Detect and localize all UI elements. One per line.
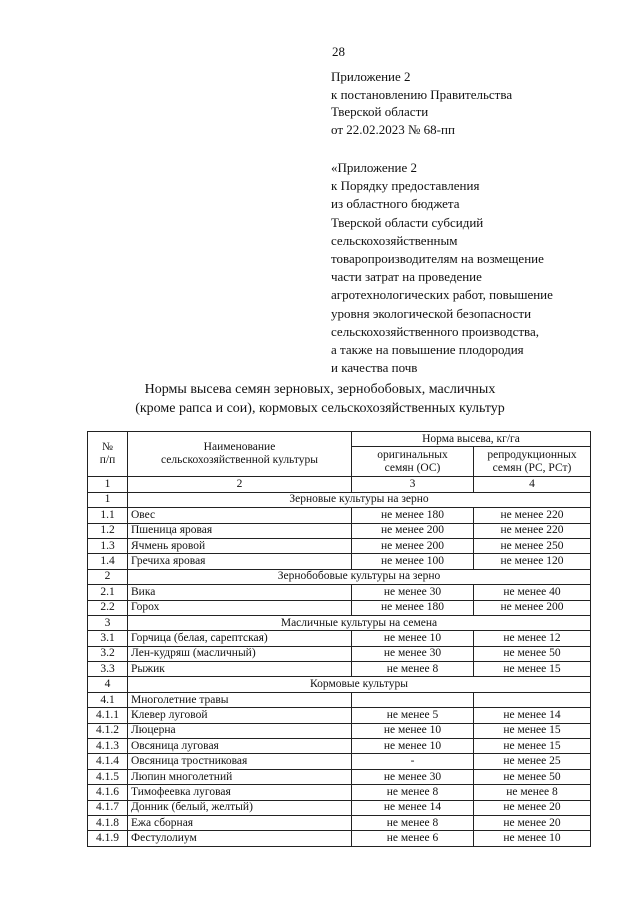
crop-name: Рыжик [128,662,352,677]
appendix-line: от 22.02.2023 № 68-пп [331,121,455,137]
table-row [88,585,591,600]
crop-name: Гречиха яровая [128,554,352,569]
row-number: 1.4 [88,554,128,569]
row-number: 4.1.6 [88,785,128,800]
header-rs-line: семян (РС, РСт) [492,461,572,474]
header-crop-name [128,432,352,477]
crop-name: Лен-кудряш (масличный) [128,646,352,661]
crop-name: Ячмень яровой [128,538,352,553]
table-body [88,492,591,846]
section-row [88,492,591,507]
crop-name: Овес [128,508,352,523]
crop-name: Донник (белый, желтый) [128,800,352,815]
original-seeds-norm: не менее 10 [352,631,474,646]
original-seeds-norm: не менее 200 [352,538,474,553]
seeding-norms-table [87,431,591,847]
order-line: и качества почв [331,360,418,376]
header-num [88,432,128,477]
table-row [88,754,591,769]
table-row [88,785,591,800]
appendix-line: Тверской области [331,104,429,119]
row-number: 3.3 [88,662,128,677]
table-row [88,523,591,538]
reproduction-seeds-norm: не менее 200 [474,600,591,615]
row-number: 4.1.1 [88,708,128,723]
reproduction-seeds-norm: не менее 25 [474,754,591,769]
crop-name: Овсяница тростниковая [128,754,352,769]
row-number: 4.1.7 [88,800,128,815]
row-number: 4.1.3 [88,739,128,754]
subsection-number: 4.1 [88,692,128,707]
original-seeds-norm: не менее 30 [352,646,474,661]
table-row [88,631,591,646]
header-num-line: п/п [99,454,116,467]
reproduction-seeds-norm: не менее 15 [474,662,591,677]
column-number-row [88,477,591,492]
title-line: Нормы высева семян зерновых, зернобобовых, масличных [144,382,496,397]
table-row [88,723,591,738]
order-line: «Приложение 2 [331,160,418,175]
table-row [88,739,591,754]
crop-name: Овсяница луговая [128,739,352,754]
reproduction-seeds-norm: не менее 250 [474,538,591,553]
header-num-line: № [102,441,113,454]
order-line: товаропроизводителям на возмещение [331,251,544,267]
order-line: части затрат на проведение [331,269,482,285]
empty-cell [474,692,591,707]
original-seeds-norm: не менее 180 [352,508,474,523]
original-seeds-norm: не менее 200 [352,523,474,538]
document-title [0,380,640,418]
section-number: 4 [88,677,128,692]
row-number: 1.3 [88,538,128,553]
subsection-title: Многолетние травы [128,692,352,707]
table-row [88,554,591,569]
appendix-line: к постановлению Правительства [331,86,513,102]
reproduction-seeds-norm: не менее 50 [474,646,591,661]
reproduction-seeds-norm: не менее 12 [474,631,591,646]
reproduction-seeds-norm: не менее 120 [474,554,591,569]
header-rs-line: репродукционных [487,448,577,461]
appendix-header [331,68,512,138]
reproduction-seeds-norm: не менее 40 [474,585,591,600]
column-number: 1 [88,477,128,492]
section-title: Кормовые культуры [128,677,591,692]
original-seeds-norm: не менее 100 [352,554,474,569]
section-row [88,615,591,630]
row-number: 4.1.2 [88,723,128,738]
column-number: 3 [352,477,474,492]
section-number: 3 [88,615,128,630]
row-number: 4.1.4 [88,754,128,769]
header-norm: Норма высева, кг/га [352,432,591,447]
order-header [331,159,553,377]
section-title: Зерновые культуры на зерно [128,492,591,507]
row-number: 3.1 [88,631,128,646]
header-reproduction-seeds [474,447,591,477]
crop-name: Горох [128,600,352,615]
reproduction-seeds-norm: не менее 20 [474,815,591,830]
order-line: сельскохозяйственным [331,232,458,248]
original-seeds-norm: не менее 8 [352,662,474,677]
row-number: 3.2 [88,646,128,661]
crop-name: Клевер луговой [128,708,352,723]
order-line: Тверской области субсидий [331,214,484,230]
crop-name: Люпин многолетний [128,769,352,784]
reproduction-seeds-norm: не менее 8 [474,785,591,800]
crop-name: Вика [128,585,352,600]
reproduction-seeds-norm: не менее 15 [474,723,591,738]
header-name-line: сельскохозяйственной культуры [161,454,318,467]
reproduction-seeds-norm: не менее 10 [474,831,591,846]
original-seeds-norm: - [352,754,474,769]
section-title: Масличные культуры на семена [128,615,591,630]
crop-name: Горчица (белая, сарептская) [128,631,352,646]
row-number: 4.1.5 [88,769,128,784]
table-row [88,662,591,677]
section-number: 2 [88,569,128,584]
table-row [88,600,591,615]
row-number: 4.1.8 [88,815,128,830]
order-line: к Порядку предоставления [331,178,480,194]
original-seeds-norm: не менее 8 [352,815,474,830]
original-seeds-norm: не менее 10 [352,723,474,738]
crop-name: Пшеница яровая [128,523,352,538]
original-seeds-norm: не менее 6 [352,831,474,846]
original-seeds-norm: не менее 10 [352,739,474,754]
original-seeds-norm: не менее 14 [352,800,474,815]
header-name-line: Наименование [203,441,276,454]
order-line: уровня экологической безопасности [331,305,532,321]
appendix-line: Приложение 2 [331,69,411,84]
subsection-row [88,692,591,707]
crop-name: Ежа сборная [128,815,352,830]
reproduction-seeds-norm: не менее 50 [474,769,591,784]
column-number: 4 [474,477,591,492]
header-os-line: оригинальных [377,448,448,461]
original-seeds-norm: не менее 180 [352,600,474,615]
reproduction-seeds-norm: не менее 220 [474,508,591,523]
section-number: 1 [88,492,128,507]
section-title: Зернобобовые культуры на зерно [128,569,591,584]
section-row [88,677,591,692]
table-row [88,815,591,830]
page-number: 28 [332,44,345,59]
column-number: 2 [128,477,352,492]
row-number: 2.2 [88,600,128,615]
reproduction-seeds-norm: не менее 220 [474,523,591,538]
original-seeds-norm: не менее 5 [352,708,474,723]
table-row [88,831,591,846]
row-number: 1.1 [88,508,128,523]
crop-name: Тимофеевка луговая [128,785,352,800]
original-seeds-norm: не менее 30 [352,769,474,784]
section-row [88,569,591,584]
order-line: а также на повышение плодородия [331,342,524,358]
reproduction-seeds-norm: не менее 15 [474,739,591,754]
table-row [88,538,591,553]
original-seeds-norm: не менее 30 [352,585,474,600]
original-seeds-norm: не менее 8 [352,785,474,800]
reproduction-seeds-norm: не менее 14 [474,708,591,723]
table-header-row [88,432,591,447]
header-original-seeds [352,447,474,477]
crop-name: Фестулолиум [128,831,352,846]
row-number: 2.1 [88,585,128,600]
table-row [88,800,591,815]
header-os-line: семян (ОС) [384,461,441,474]
order-line: из областного бюджета [331,196,460,212]
empty-cell [352,692,474,707]
reproduction-seeds-norm: не менее 20 [474,800,591,815]
row-number: 4.1.9 [88,831,128,846]
order-line: сельскохозяйственного производства, [331,323,540,339]
table-row [88,708,591,723]
table-row [88,508,591,523]
title-line: (кроме рапса и сои), кормовых сельскохозяйственных культур [135,401,505,416]
order-line: агротехнологических работ, повышение [331,287,553,303]
crop-name: Люцерна [128,723,352,738]
table-row [88,769,591,784]
row-number: 1.2 [88,523,128,538]
table-row [88,646,591,661]
